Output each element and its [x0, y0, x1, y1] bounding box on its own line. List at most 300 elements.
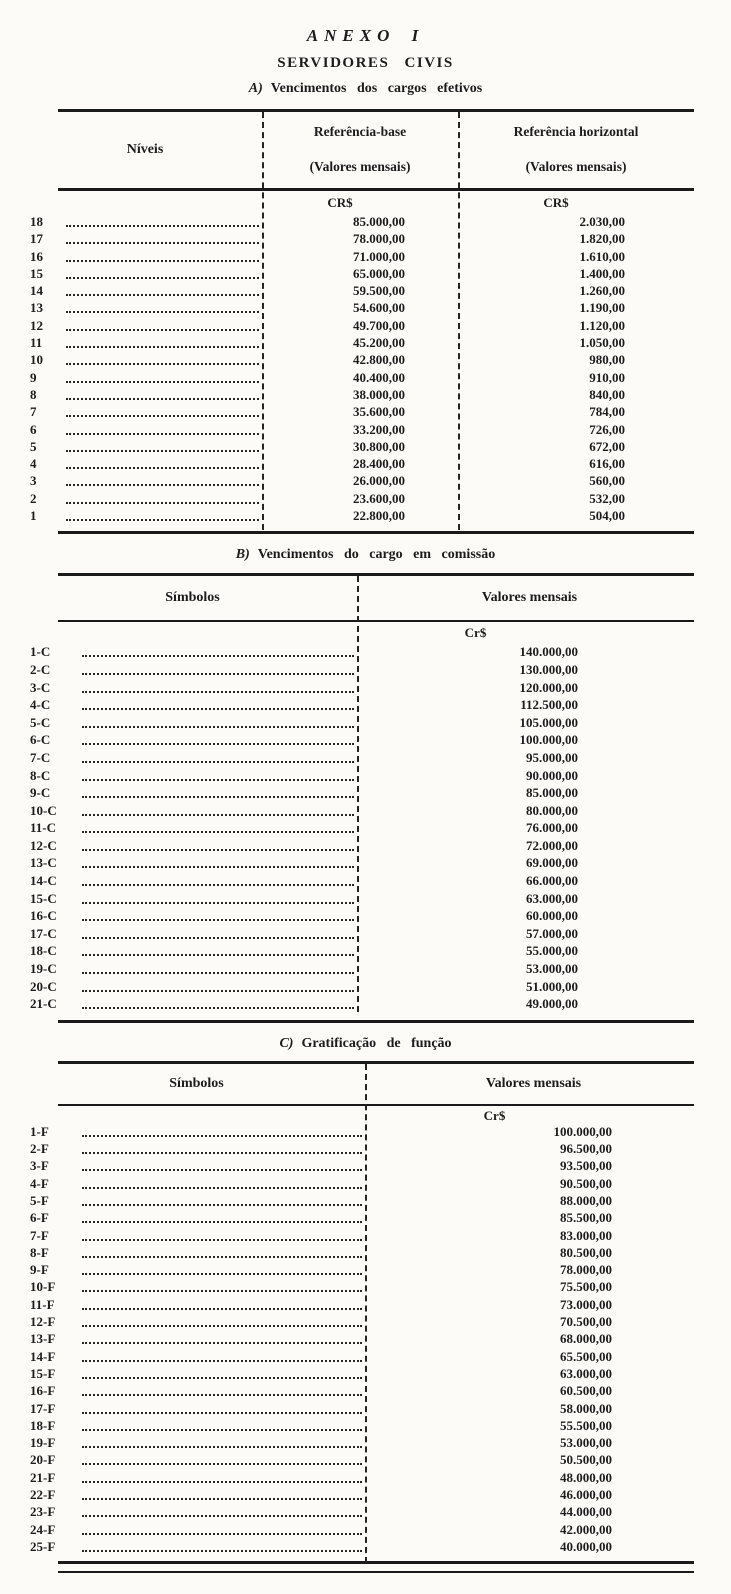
horizontal-value: 504,00: [589, 508, 625, 524]
monthly-value: 93.500,00: [560, 1158, 612, 1174]
row-label: 16-F: [30, 1383, 56, 1399]
row-label: 16-C: [30, 908, 57, 924]
table-c: [28, 1061, 694, 1573]
horizontal-value: 532,00: [589, 490, 625, 506]
table-a-body: [28, 191, 694, 531]
section-c-title: Gratificação de função: [301, 1035, 452, 1051]
table-row: [28, 1176, 694, 1193]
monthly-value: 66.000,00: [526, 873, 578, 889]
monthly-value: 85.000,00: [526, 785, 578, 801]
dot-leader: [82, 1228, 362, 1241]
table-row: [28, 1314, 694, 1331]
table-row: [28, 838, 694, 856]
table-row: [28, 1539, 694, 1556]
base-value: 71.000,00: [353, 248, 405, 264]
table-row: [28, 750, 694, 768]
row-label: 1-C: [30, 644, 51, 660]
dot-leader: [82, 838, 354, 851]
dot-leader: [82, 662, 354, 675]
row-label: 14: [30, 283, 43, 299]
row-label: 12: [30, 317, 43, 333]
monthly-value: 53.000,00: [526, 961, 578, 977]
row-label: 2-C: [30, 661, 51, 677]
horizontal-value: 616,00: [589, 456, 625, 472]
table-row: [28, 1210, 694, 1227]
table-row: [28, 1383, 694, 1400]
monthly-value: 112.500,00: [520, 697, 578, 713]
base-value: 59.500,00: [353, 283, 405, 299]
table-row: [28, 785, 694, 803]
table-row: [28, 644, 694, 662]
dot-leader: [66, 387, 259, 400]
table-row: [28, 1193, 694, 1210]
row-label: 8: [30, 386, 37, 402]
row-label: 11: [30, 335, 43, 351]
row-label: 4-F: [30, 1175, 49, 1191]
monthly-value: 49.000,00: [526, 996, 578, 1012]
table-row: [28, 456, 694, 473]
table-row: [28, 943, 694, 961]
horizontal-value: 1.050,00: [579, 335, 625, 351]
dot-leader: [66, 491, 259, 504]
table-row: [28, 300, 694, 317]
table-row: [28, 249, 694, 266]
row-label: 14-F: [30, 1348, 56, 1364]
base-value: 45.200,00: [353, 335, 405, 351]
horizontal-value: 1.610,00: [579, 248, 625, 264]
dot-leader: [82, 1262, 362, 1275]
referencia-base-sublabel: (Valores mensais): [309, 159, 411, 174]
table-b-bottom-rule: [58, 1020, 694, 1023]
monthly-value: 100.000,00: [519, 732, 578, 748]
dot-leader: [82, 1331, 362, 1344]
table-row: [28, 1349, 694, 1366]
table-row: [28, 387, 694, 404]
horizontal-value: 1.120,00: [579, 317, 625, 333]
monthly-value: 95.000,00: [526, 749, 578, 765]
row-label: 21-F: [30, 1469, 56, 1485]
currency-row: [28, 625, 694, 644]
dot-leader: [82, 1245, 362, 1258]
row-label: 10-C: [30, 802, 57, 818]
dot-leader: [66, 404, 259, 417]
table-row: [28, 231, 694, 248]
table-c-rows: [28, 1124, 694, 1556]
table-row: [28, 473, 694, 490]
dot-leader: [82, 1470, 362, 1483]
monthly-value: 50.500,00: [560, 1452, 612, 1468]
row-label: 3-F: [30, 1158, 49, 1174]
dot-leader: [82, 1435, 362, 1448]
base-value: 26.000,00: [353, 473, 405, 489]
row-label: 24-F: [30, 1521, 56, 1537]
dot-leader: [82, 1487, 362, 1500]
row-label: 2: [30, 490, 37, 506]
monthly-value: 63.000,00: [526, 890, 578, 906]
dot-leader: [82, 1210, 362, 1223]
monthly-value: 53.000,00: [560, 1435, 612, 1451]
table-row: [28, 404, 694, 421]
monthly-value: 96.500,00: [560, 1141, 612, 1157]
table-c-separator: [365, 1064, 367, 1563]
row-label: 15: [30, 265, 43, 281]
dot-leader: [82, 1504, 362, 1517]
row-label: 5: [30, 438, 37, 454]
row-label: 5-F: [30, 1193, 49, 1208]
horizontal-value: 1.260,00: [579, 283, 625, 299]
dot-leader: [82, 996, 354, 1009]
table-row: [28, 508, 694, 525]
monthly-value: 44.000,00: [560, 1504, 612, 1520]
dot-leader: [82, 697, 354, 710]
base-value: 85.000,00: [353, 214, 405, 229]
row-label: 4-C: [30, 697, 51, 713]
dot-leader: [66, 456, 259, 469]
table-row: [28, 214, 694, 231]
table-row: [28, 1245, 694, 1262]
monthly-value: 88.000,00: [560, 1193, 612, 1208]
table-row: [28, 370, 694, 387]
row-label: 20-C: [30, 978, 57, 994]
dot-leader: [82, 1314, 362, 1327]
monthly-value: 80.000,00: [526, 802, 578, 818]
row-label: 7-F: [30, 1227, 49, 1243]
page-subtitle: SERVIDORES CIVIS: [277, 55, 454, 71]
currency-label-horizontal: CR$: [543, 195, 569, 210]
dot-leader: [66, 473, 259, 486]
dot-leader: [82, 979, 354, 992]
dot-leader: [66, 335, 259, 348]
dot-leader: [82, 715, 354, 728]
monthly-value: 90.500,00: [560, 1175, 612, 1191]
column-header-simbolos: Símbolos: [169, 1075, 224, 1091]
dot-leader: [82, 891, 354, 904]
dot-leader: [66, 422, 259, 435]
table-row: [28, 1522, 694, 1539]
dot-leader: [82, 1522, 362, 1535]
monthly-value: 120.000,00: [519, 679, 578, 695]
table-row: [28, 891, 694, 909]
row-label: 11-F: [30, 1296, 55, 1312]
currency-row: [28, 195, 694, 214]
dot-leader: [82, 768, 354, 781]
table-row: [28, 961, 694, 979]
row-label: 14-C: [30, 873, 57, 889]
base-value: 40.400,00: [353, 369, 405, 385]
row-label: 19-C: [30, 961, 57, 977]
table-row: [28, 1366, 694, 1383]
monthly-value: 60.000,00: [526, 908, 578, 924]
monthly-value: 51.000,00: [526, 978, 578, 994]
horizontal-value: 1.400,00: [579, 265, 625, 281]
table-row: [28, 1297, 694, 1314]
row-label: 9: [30, 369, 37, 385]
table-row: [28, 768, 694, 786]
row-label: 18-F: [30, 1417, 56, 1433]
base-value: 78.000,00: [353, 231, 405, 247]
table-row: [28, 979, 694, 997]
monthly-value: 85.500,00: [560, 1210, 612, 1226]
dot-leader: [66, 352, 259, 365]
dot-leader: [82, 1452, 362, 1465]
dot-leader: [82, 1401, 362, 1414]
table-row: [28, 1158, 694, 1175]
base-value: 38.000,00: [353, 386, 405, 402]
currency-row: [28, 1108, 694, 1124]
table-c-body: [28, 1106, 694, 1561]
dot-leader: [66, 439, 259, 452]
referencia-horizontal-label: Referência horizontal: [513, 124, 639, 139]
table-a: [28, 109, 694, 534]
dot-leader: [66, 231, 259, 244]
row-label: 11-C: [30, 820, 56, 836]
section-c-letter: C): [279, 1035, 294, 1051]
base-value: 30.800,00: [353, 438, 405, 454]
currency-label: Cr$: [464, 625, 487, 641]
row-label: 17-C: [30, 925, 57, 941]
base-value: 42.800,00: [353, 352, 405, 368]
monthly-value: 73.000,00: [560, 1296, 612, 1312]
horizontal-value: 2.030,00: [579, 214, 625, 229]
table-c-header: [28, 1064, 694, 1104]
section-c-caption: [0, 1036, 731, 1052]
monthly-value: 72.000,00: [526, 837, 578, 853]
row-label: 9-F: [30, 1262, 49, 1278]
table-row: [28, 1504, 694, 1521]
monthly-value: 40.000,00: [560, 1538, 612, 1554]
dot-leader: [82, 1418, 362, 1431]
table-row: [28, 1279, 694, 1296]
table-row: [28, 1228, 694, 1245]
row-label: 22-F: [30, 1487, 56, 1503]
table-row: [28, 662, 694, 680]
section-b-title: Vencimentos do cargo em comissão: [257, 547, 496, 563]
dot-leader: [82, 908, 354, 921]
monthly-value: 68.000,00: [560, 1331, 612, 1347]
table-row: [28, 697, 694, 715]
row-label: 18-C: [30, 943, 57, 959]
row-label: 1-F: [30, 1123, 49, 1139]
row-label: 5-C: [30, 714, 51, 730]
dot-leader: [82, 1383, 362, 1396]
row-label: 7: [30, 404, 37, 420]
base-value: 22.800,00: [353, 508, 405, 524]
dot-leader: [66, 214, 259, 227]
currency-label: Cr$: [483, 1107, 506, 1123]
dot-leader: [82, 855, 354, 868]
table-a-header: [28, 112, 694, 188]
table-row: [28, 820, 694, 838]
monthly-value: 60.500,00: [560, 1383, 612, 1399]
column-header-valores-mensais: Valores mensais: [485, 1075, 582, 1091]
horizontal-value: 560,00: [589, 473, 625, 489]
row-label: 6-C: [30, 732, 51, 748]
table-b-body: [28, 622, 694, 1019]
row-label: 19-F: [30, 1435, 56, 1451]
row-label: 17: [30, 231, 43, 247]
row-label: 7-C: [30, 749, 51, 765]
column-header-simbolos: Símbolos: [165, 590, 220, 606]
row-label: 25-F: [30, 1538, 56, 1554]
dot-leader: [82, 1176, 362, 1189]
section-a-caption: [0, 81, 731, 97]
horizontal-value: 980,00: [589, 352, 625, 368]
row-label: 1: [30, 508, 37, 524]
base-value: 35.600,00: [353, 404, 405, 420]
table-row: [28, 680, 694, 698]
base-value: 33.200,00: [353, 421, 405, 437]
dot-leader: [82, 1366, 362, 1379]
row-label: 13-F: [30, 1331, 56, 1347]
row-label: 13-C: [30, 855, 57, 871]
dot-leader: [82, 820, 354, 833]
table-b-header: [28, 576, 694, 620]
rule-gap: [28, 1564, 694, 1571]
dot-leader: [82, 1297, 362, 1310]
monthly-value: 90.000,00: [526, 767, 578, 783]
monthly-value: 55.000,00: [526, 943, 578, 959]
monthly-value: 83.000,00: [560, 1227, 612, 1243]
monthly-value: 78.000,00: [560, 1262, 612, 1278]
table-row: [28, 422, 694, 439]
row-label: 10: [30, 352, 43, 368]
row-label: 13: [30, 300, 43, 316]
dot-leader: [66, 508, 259, 521]
table-row: [28, 1124, 694, 1141]
dot-leader: [82, 1141, 362, 1154]
row-label: 6: [30, 421, 37, 437]
table-row: [28, 715, 694, 733]
row-label: 3-C: [30, 679, 51, 695]
table-row: [28, 803, 694, 821]
monthly-value: 80.500,00: [560, 1244, 612, 1260]
table-row: [28, 491, 694, 508]
dot-leader: [82, 1124, 362, 1137]
row-label: 21-C: [30, 996, 57, 1012]
row-label: 12-F: [30, 1314, 56, 1330]
table-row: [28, 926, 694, 944]
row-label: 8-C: [30, 767, 51, 783]
table-row: [28, 335, 694, 352]
monthly-value: 58.000,00: [560, 1400, 612, 1416]
monthly-value: 75.500,00: [560, 1279, 612, 1295]
monthly-value: 63.000,00: [560, 1365, 612, 1381]
section-a-letter: A): [248, 81, 263, 96]
dot-leader: [82, 926, 354, 939]
table-row: [28, 1418, 694, 1435]
monthly-value: 70.500,00: [560, 1314, 612, 1330]
row-label: 12-C: [30, 837, 57, 853]
horizontal-value: 784,00: [589, 404, 625, 420]
row-label: 4: [30, 456, 37, 472]
dot-leader: [82, 873, 354, 886]
table-row: [28, 318, 694, 335]
table-row: [28, 873, 694, 891]
horizontal-value: 1.820,00: [579, 231, 625, 247]
horizontal-value: 726,00: [589, 421, 625, 437]
referencia-base-label: Referência-base: [313, 124, 407, 139]
row-label: 23-F: [30, 1504, 56, 1520]
horizontal-value: 1.190,00: [579, 300, 625, 316]
table-c-bottom-rule-2: [58, 1571, 694, 1573]
base-value: 28.400,00: [353, 456, 405, 472]
row-label: 16: [30, 248, 43, 264]
base-value: 23.600,00: [353, 490, 405, 506]
dot-leader: [82, 803, 354, 816]
base-value: 49.700,00: [353, 317, 405, 333]
referencia-horizontal-sublabel: (Valores mensais): [525, 159, 627, 174]
monthly-value: 65.500,00: [560, 1348, 612, 1364]
monthly-value: 140.000,00: [519, 644, 578, 660]
dot-leader: [66, 283, 259, 296]
dot-leader: [66, 249, 259, 262]
dot-leader: [82, 785, 354, 798]
dot-leader: [82, 943, 354, 956]
dot-leader: [66, 266, 259, 279]
monthly-value: 69.000,00: [526, 855, 578, 871]
dot-leader: [82, 750, 354, 763]
table-row: [28, 732, 694, 750]
horizontal-value: 910,00: [589, 369, 625, 385]
table-b-separator: [357, 576, 359, 1012]
row-label: 3: [30, 473, 37, 489]
row-label: 2-F: [30, 1141, 49, 1157]
base-value: 54.600,00: [353, 300, 405, 316]
section-a-title: Vencimentos dos cargos efetivos: [270, 81, 483, 96]
dot-leader: [82, 1193, 362, 1206]
monthly-value: 42.000,00: [560, 1521, 612, 1537]
page-title: ANEXO I: [306, 26, 425, 45]
row-label: 15-C: [30, 890, 57, 906]
table-row: [28, 996, 694, 1014]
table-a-rows: [28, 214, 694, 525]
monthly-value: 105.000,00: [519, 714, 578, 730]
horizontal-value: 672,00: [589, 438, 625, 454]
row-label: 17-F: [30, 1400, 56, 1416]
row-label: 18: [30, 214, 43, 229]
table-row: [28, 283, 694, 300]
table-row: [28, 1470, 694, 1487]
dot-leader: [66, 318, 259, 331]
currency-label-base: CR$: [327, 195, 353, 210]
row-label: 8-F: [30, 1244, 49, 1260]
table-b: [28, 573, 694, 1022]
row-label: 10-F: [30, 1279, 56, 1295]
table-a-bottom-rule: [58, 531, 694, 534]
monthly-value: 100.000,00: [553, 1123, 612, 1139]
table-row: [28, 855, 694, 873]
monthly-value: 48.000,00: [560, 1469, 612, 1485]
table-row: [28, 1435, 694, 1452]
monthly-value: 46.000,00: [560, 1487, 612, 1503]
horizontal-value: 840,00: [589, 386, 625, 402]
table-row: [28, 1401, 694, 1418]
table-row: [28, 908, 694, 926]
table-row: [28, 266, 694, 283]
column-header-valores-mensais: Valores mensais: [481, 590, 578, 606]
table-b-rows: [28, 644, 694, 1013]
dot-leader: [82, 680, 354, 693]
monthly-value: 76.000,00: [526, 820, 578, 836]
column-header-niveis: Níveis: [126, 142, 164, 157]
row-label: 6-F: [30, 1210, 49, 1226]
dot-leader: [82, 644, 354, 657]
row-label: 20-F: [30, 1452, 56, 1468]
dot-leader: [82, 1539, 362, 1552]
monthly-value: 57.000,00: [526, 925, 578, 941]
table-row: [28, 439, 694, 456]
dot-leader: [82, 1279, 362, 1292]
